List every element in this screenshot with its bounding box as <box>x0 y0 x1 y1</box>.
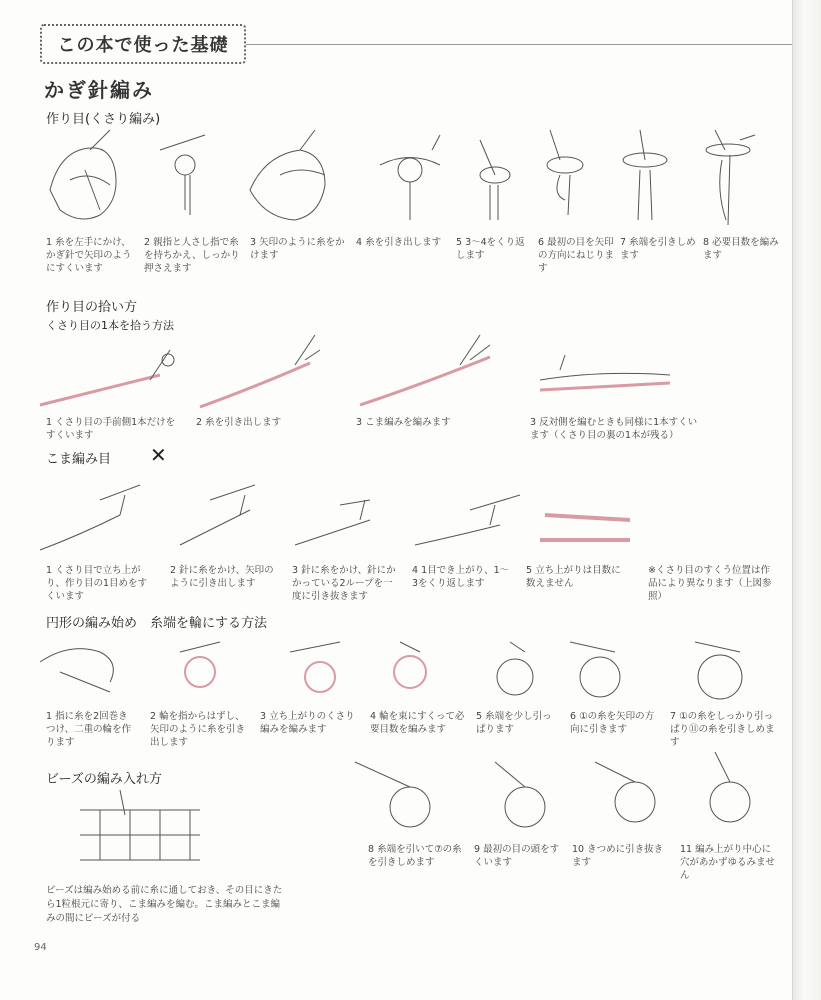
circle-step-8: 8 糸端を引いて⑦の糸を引きしめます <box>368 844 462 868</box>
chain-step-5: 5 3〜4をくり返します <box>456 237 525 261</box>
chain-step-4: 4 糸を引き出します <box>356 237 442 248</box>
pickup-step-2: 2 糸を引き出します <box>196 417 282 428</box>
circle-step-9: 9 最初の目の頭をすくいます <box>474 844 560 868</box>
pickup-section-title: 作り目の拾い方 <box>46 300 138 315</box>
section-header: この本で使った基礎 <box>40 24 246 64</box>
sc-section-title: こま編み目 <box>46 452 112 467</box>
sc-step-2: 2 針に糸をかけ、矢印のように引き出します <box>170 565 274 589</box>
pickup-step-4: 3 反対側を編むときも同様に1本すくいます（くさり目の裏の1本が残る） <box>530 417 698 441</box>
circle-step-1: 1 指に糸を2回巻きつけ、二重の輪を作ります <box>46 711 132 748</box>
page-title: かぎ針編み <box>44 78 154 102</box>
circle-finish-figures <box>355 752 775 842</box>
pickup-subtitle: くさり目の1本を拾う方法 <box>46 319 174 332</box>
beads-section-title: ビーズの編み入れ方 <box>46 772 162 787</box>
chain-step-8: 8 必要目数を編みます <box>703 237 779 261</box>
circle-step-3: 3 立ち上がりのくさり編みを編みます <box>260 711 355 735</box>
sc-step-1: 1 くさり目で立ち上がり、作り目の1目めをすくいます <box>46 565 148 602</box>
chain-step-3: 3 矢印のように糸をかけます <box>250 237 345 261</box>
page-number: 94 <box>34 942 47 953</box>
pickup-step-1: 1 くさり目の手前側1本だけをすくいます <box>46 417 176 441</box>
circle-step-4: 4 輪を束にすくって必要目数を編みます <box>370 711 465 735</box>
circle-section-title: 円形の編み始め 糸端を輪にする方法 <box>46 616 268 631</box>
circle-step-7: 7 ①の糸をしっかり引っぱり⑪の糸を引きしめます <box>670 711 775 748</box>
beads-figure <box>70 790 210 875</box>
sc-step-3: 3 針に糸をかけ、針にかかっている2ループを一度に引き抜きます <box>292 565 396 602</box>
chain-section-title: 作り目(くさり編み) <box>46 112 161 127</box>
sc-step-4: 4 1目でき上がり、1〜3をくり返します <box>412 565 510 589</box>
chain-step-2: 2 親指と人さし指で糸を持ちかえ、しっかり押さえます <box>144 237 240 274</box>
beads-text: ビーズは編み始める前に糸に通しておき、その目にきたら1粒根元に寄り、こま編みを編む。こま編みとこま編みの間にビーズが付る <box>46 885 283 924</box>
pickup-step-3: 3 こま編みを編みます <box>356 417 451 428</box>
chain-start-figures <box>40 130 800 230</box>
single-crochet-figures <box>40 475 640 560</box>
pickup-figures <box>40 335 720 415</box>
circle-start-figures <box>40 632 780 712</box>
circle-step-2: 2 輪を指からはずし、矢印のように糸を引き出します <box>150 711 246 748</box>
chain-step-6: 6 最初の目を矢印の方向にねじります <box>538 237 615 274</box>
sc-symbol: ✕ <box>150 443 167 467</box>
circle-step-5: 5 糸端を少し引っぱります <box>476 711 552 735</box>
header-rule <box>246 44 792 45</box>
chain-step-7: 7 糸端を引きしめます <box>620 237 696 261</box>
circle-step-11: 11 編み上がり中心に穴があかずゆるみません <box>680 844 776 881</box>
sc-note: ※くさり目のすくう位置は作品により異なります（上図参照） <box>648 565 772 602</box>
circle-step-6: 6 ①の糸を矢印の方向に引きます <box>570 711 655 735</box>
chain-step-1: 1 糸を左手にかけ、かぎ針で矢印のようにすくいます <box>46 237 132 274</box>
sc-step-5: 5 立ち上がりは目数に数えません <box>526 565 621 589</box>
circle-step-10: 10 きつめに引き抜きます <box>572 844 664 868</box>
